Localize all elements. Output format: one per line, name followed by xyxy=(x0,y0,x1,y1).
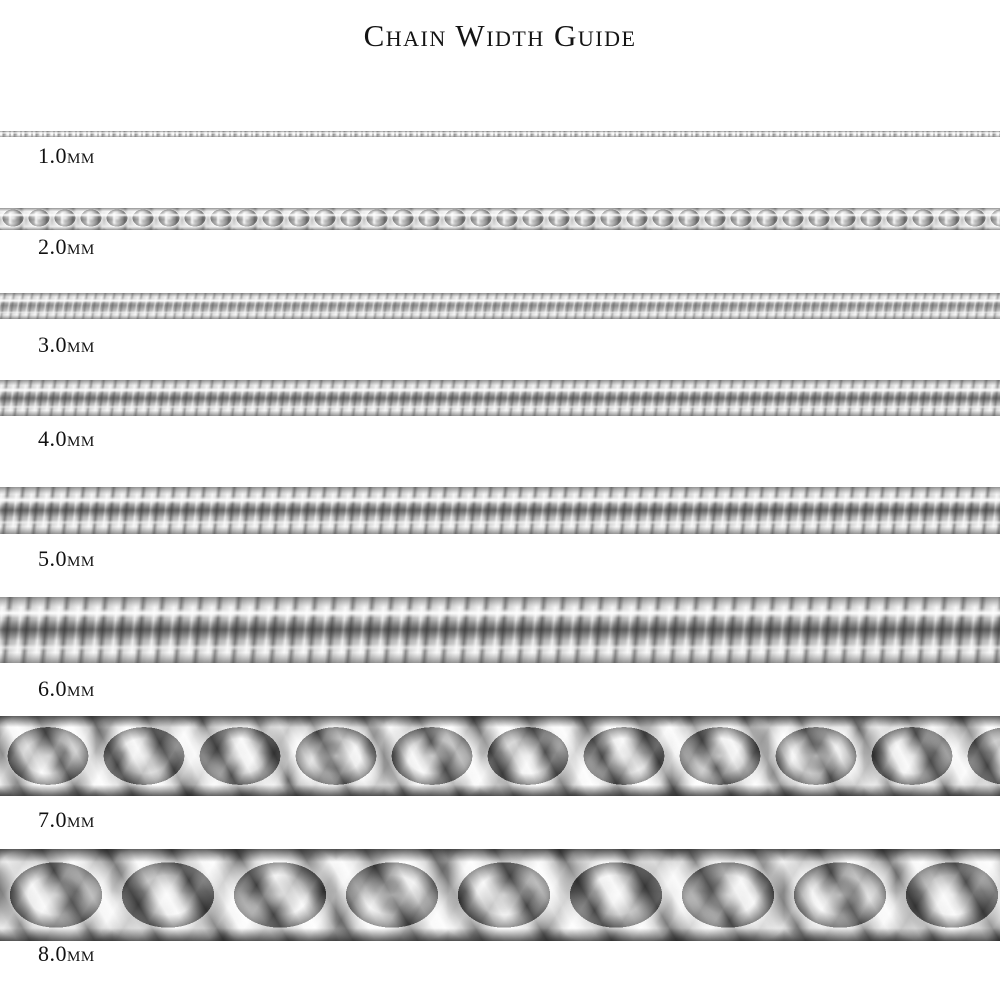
chain-label-4-0mm: 4.0mm xyxy=(38,426,95,451)
chain-label-3-0mm: 3.0mm xyxy=(38,332,95,357)
chain-graphic-6-0mm xyxy=(0,597,1000,663)
chain-label-7-0mm: 7.0mm xyxy=(38,807,95,832)
chain-graphic-3-0mm xyxy=(0,293,1000,319)
chain-graphic-4-0mm xyxy=(0,380,1000,416)
chain-graphic-1-0mm xyxy=(0,131,1000,137)
chain-graphic-2-0mm xyxy=(0,208,1000,230)
chain-graphic-8-0mm xyxy=(0,849,1000,941)
chain-label-6-0mm: 6.0mm xyxy=(38,676,95,701)
chain-graphic-7-0mm xyxy=(0,716,1000,796)
chain-label-1-0mm: 1.0mm xyxy=(38,143,95,168)
chain-label-8-0mm: 8.0mm xyxy=(38,941,95,966)
page-title: Chain Width Guide xyxy=(363,18,637,53)
chain-label-5-0mm: 5.0mm xyxy=(38,546,95,571)
chain-graphic-5-0mm xyxy=(0,487,1000,534)
chain-label-2-0mm: 2.0mm xyxy=(38,234,95,259)
